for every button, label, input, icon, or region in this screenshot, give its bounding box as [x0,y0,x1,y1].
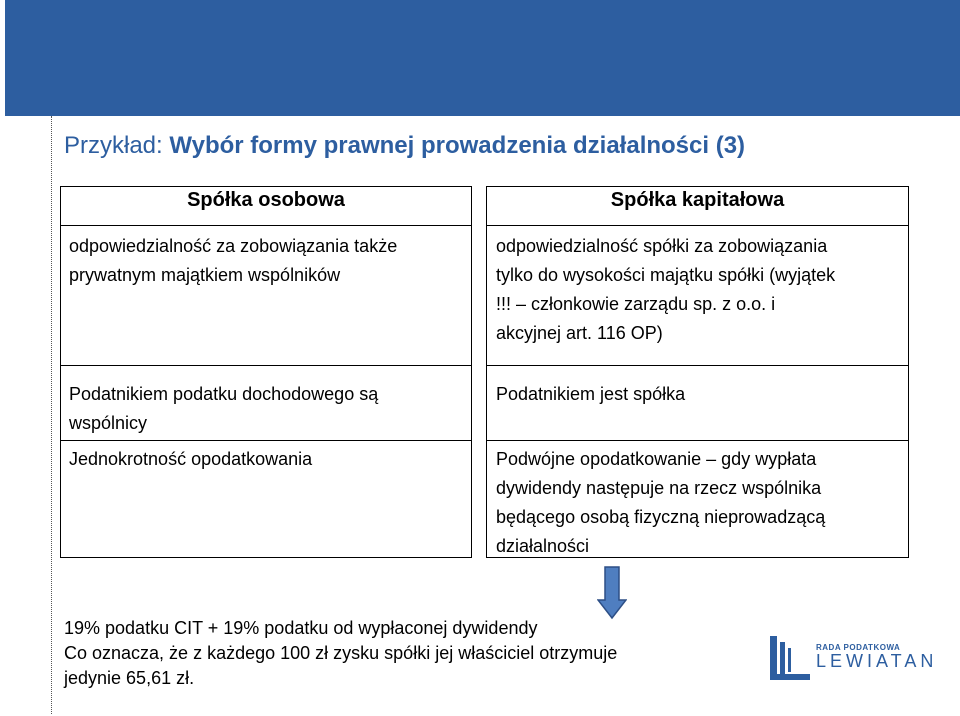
right-column-heading: Spółka kapitałowa [610,189,785,211]
lewiatan-mark-icon [768,636,812,684]
left-column-box [60,186,472,558]
text-line: dywidendy następuje na rzecz wspólnika [496,478,822,498]
title-prefix: Przykład: [64,132,170,159]
text-line: odpowiedzialność spółki za zobowiązania [496,236,828,256]
text-line: odpowiedzialność za zobowiązania także [69,236,398,256]
text-line: wspólnicy [69,413,148,433]
right-taxation-cell [496,445,825,561]
text-line: Podatnikiem jest spółka [496,384,686,404]
text-line: tylko do wysokości majątku spółki (wyjątek [496,265,836,285]
left-row-divider [61,440,471,441]
text-line: prywatnym majątkiem wspólników [69,265,341,285]
conclusion-text [64,616,617,691]
slide-title [64,132,745,160]
right-liability-cell [496,232,835,348]
arrow-down-icon [597,566,627,620]
text-line: Jednokrotność opodatkowania [69,449,313,469]
text-line: Podwójne opodatkowanie – gdy wypłata [496,449,817,469]
text-line: działalności [496,536,590,556]
left-liability-cell [69,232,397,290]
text-line: Podatnikiem podatku dochodowego są [69,384,379,404]
conclusion-line: Co oznacza, że z każdego 100 zł zysku spółki jej właściciel otrzymuje [64,643,618,663]
left-row-divider [61,365,471,366]
conclusion-line: 19% podatku CIT + 19% podatku od wypłaconej dywidendy [64,618,538,638]
text-line: !!! – członkowie zarządu sp. z o.o. i [496,294,776,314]
right-row-divider [487,440,908,441]
logo-subtitle: RADA PODATKOWA [816,643,901,652]
left-heading-divider [61,225,471,226]
left-taxpayer-cell [69,380,378,438]
left-taxation-cell [69,445,312,474]
text-line: akcyjnej art. 116 OP) [496,323,663,343]
right-row-divider [487,365,908,366]
header-banner [5,0,960,116]
right-heading-divider [487,225,908,226]
right-column-box [486,186,909,558]
logo-wordmark: LEWIATAN [816,651,938,671]
dotted-divider [51,116,52,714]
left-column-heading: Spółka osobowa [187,189,345,211]
right-taxpayer-cell [496,380,685,409]
text-line: będącego osobą fizyczną nieprowadzącą [496,507,826,527]
lewiatan-logo [768,632,938,688]
title-main: Wybór formy prawnej prowadzenia działalności (3) [169,132,746,159]
conclusion-line: jedynie 65,61 zł. [64,668,195,688]
